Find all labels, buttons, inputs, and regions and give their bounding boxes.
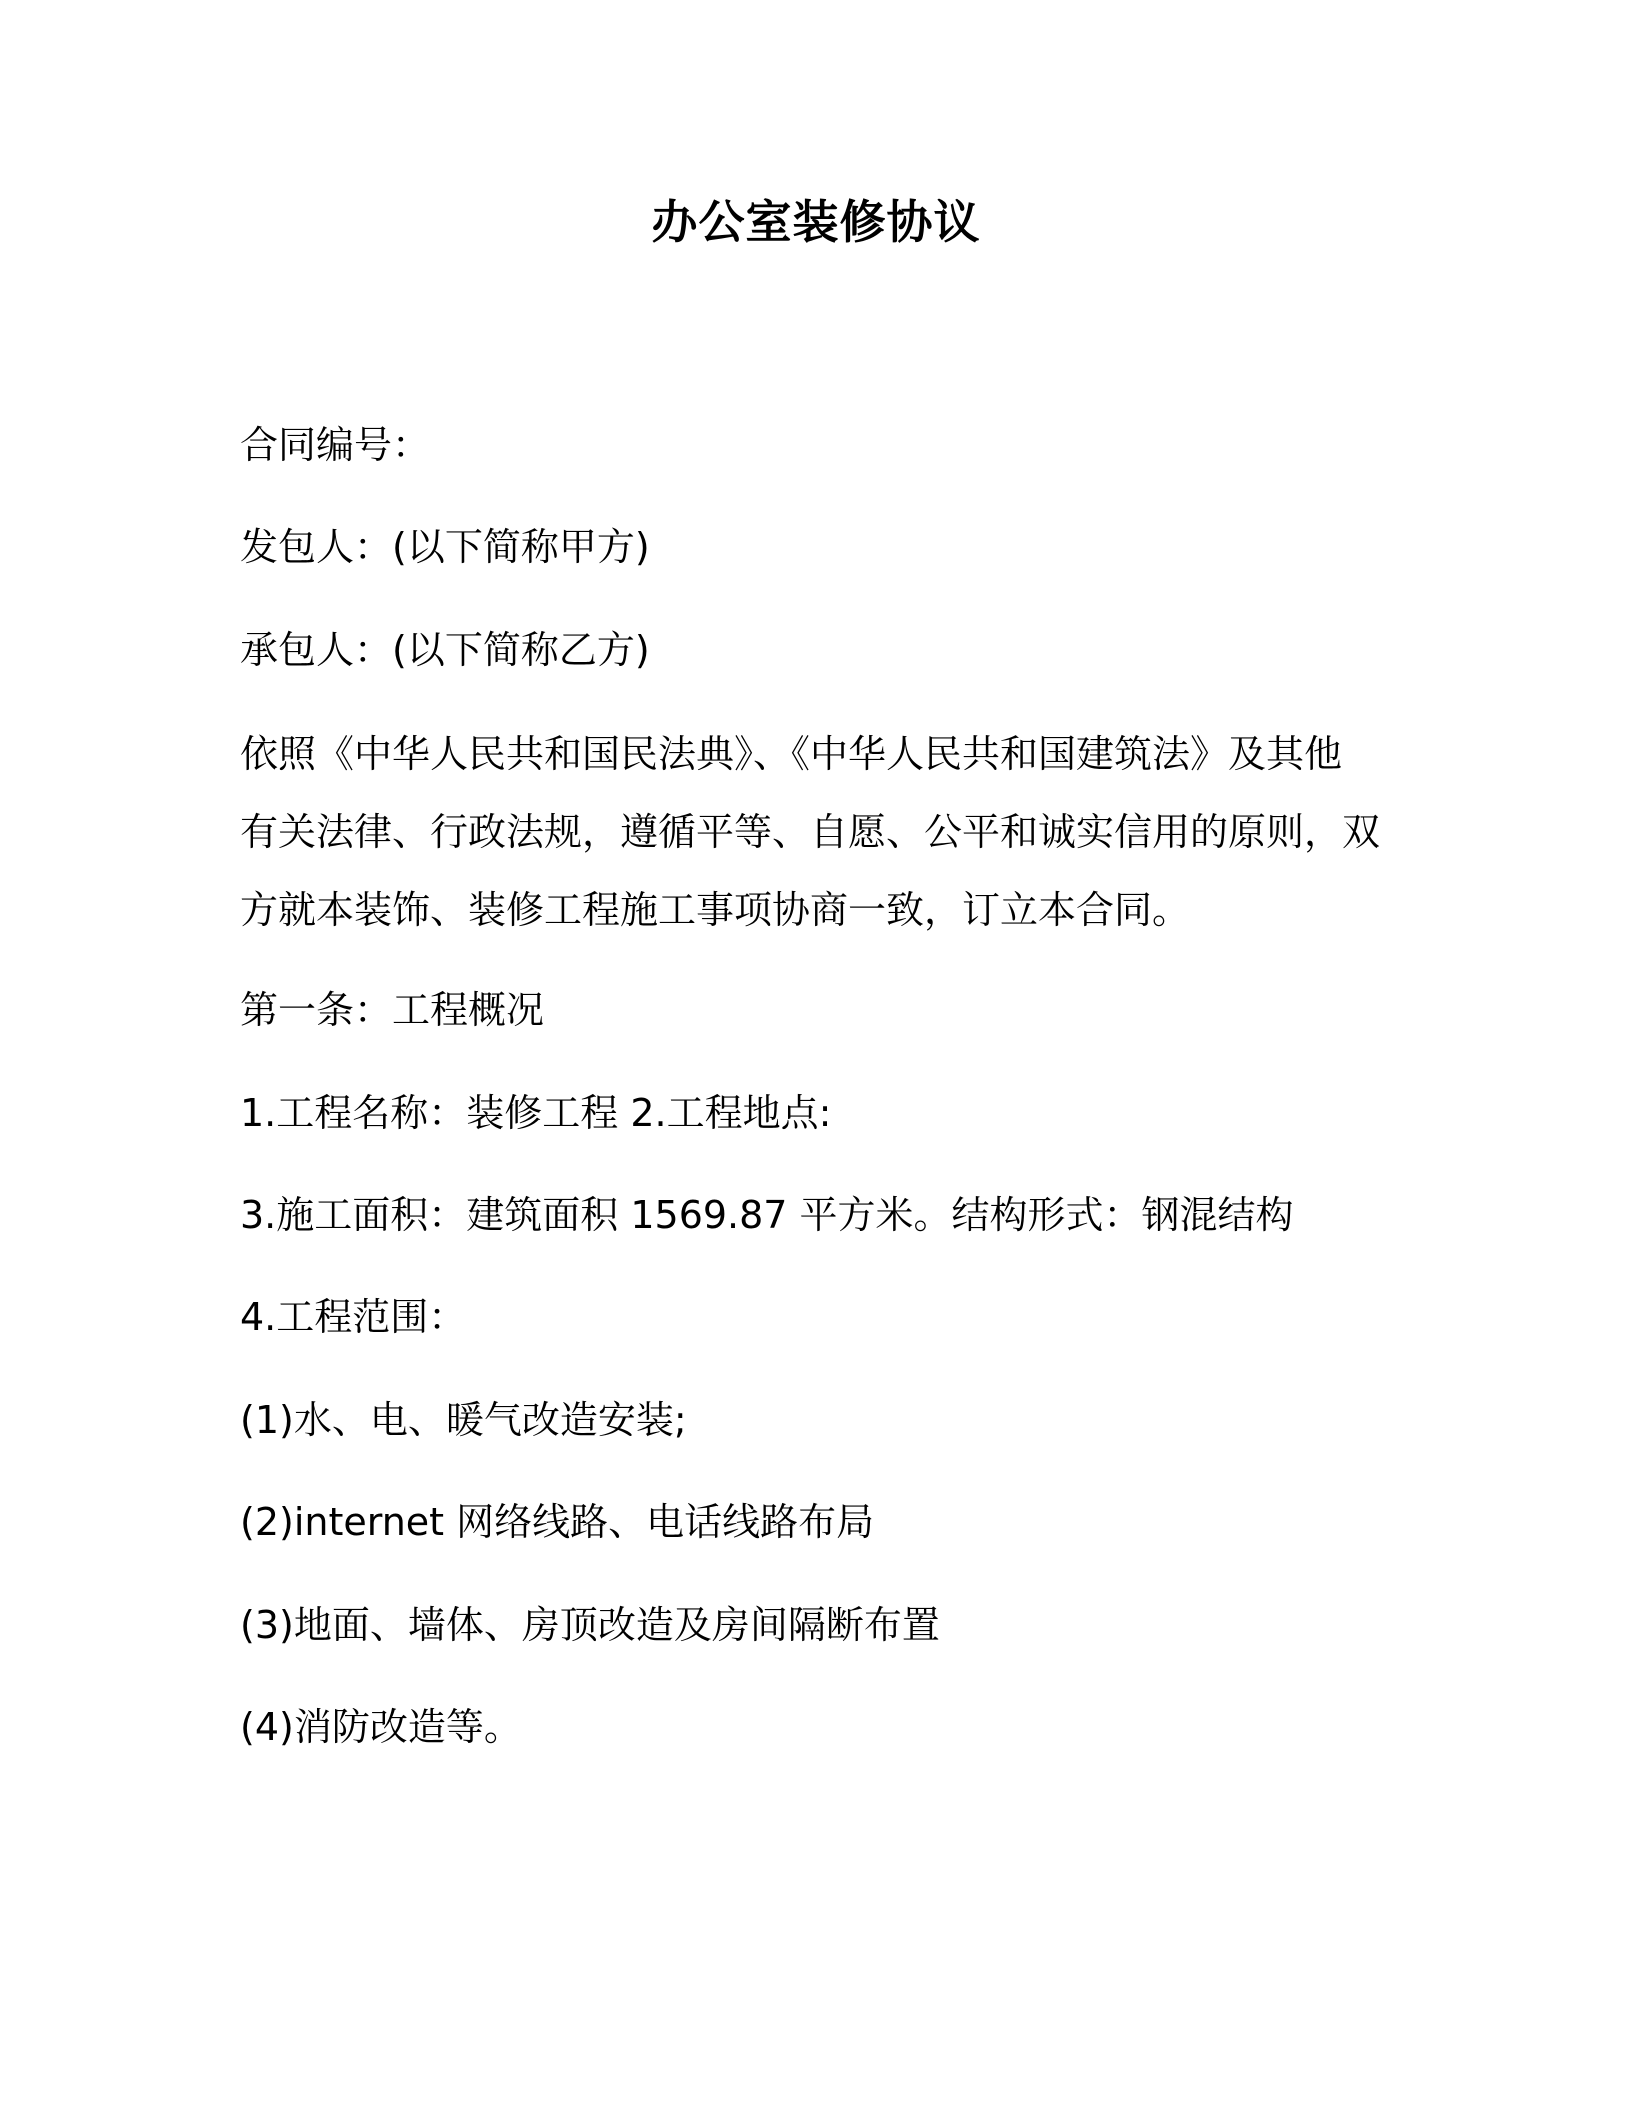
contractor-line: 承包人：(以下简称乙方) bbox=[240, 628, 650, 672]
item-project-scope: 4.工程范围： bbox=[240, 1295, 467, 1339]
preamble-line-1: 依照《中华人民共和国民法典》、《中华人民共和国建筑法》及其他 bbox=[240, 732, 1343, 776]
employer-line: 发包人：(以下简称甲方) bbox=[240, 525, 650, 569]
item-construction-area: 3.施工面积：建筑面积 1569.87 平方米。结构形式：钢混结构 bbox=[240, 1193, 1294, 1237]
preamble-paragraph bbox=[240, 715, 1390, 949]
scope-item-1: (1)水、电、暖气改造安装; bbox=[240, 1398, 687, 1442]
scope-item-2: (2)internet 网络线路、电话线路布局 bbox=[240, 1500, 875, 1544]
scope-item-3: (3)地面、墙体、房顶改造及房间隔断布置 bbox=[240, 1603, 940, 1647]
contract-number-label: 合同编号： bbox=[240, 423, 431, 467]
item-project-name-location: 1.工程名称：装修工程 2.工程地点: bbox=[240, 1091, 832, 1135]
scope-item-4: (4)消防改造等。 bbox=[240, 1705, 522, 1749]
document-title: 办公室装修协议 bbox=[651, 195, 981, 249]
article-1-heading: 第一条：工程概况 bbox=[240, 988, 545, 1032]
preamble-line-3: 方就本装饰、装修工程施工事项协商一致，订立本合同。 bbox=[240, 888, 1191, 932]
preamble-line-2: 有关法律、行政法规，遵循平等、自愿、公平和诚实信用的原则，双 bbox=[240, 810, 1381, 854]
